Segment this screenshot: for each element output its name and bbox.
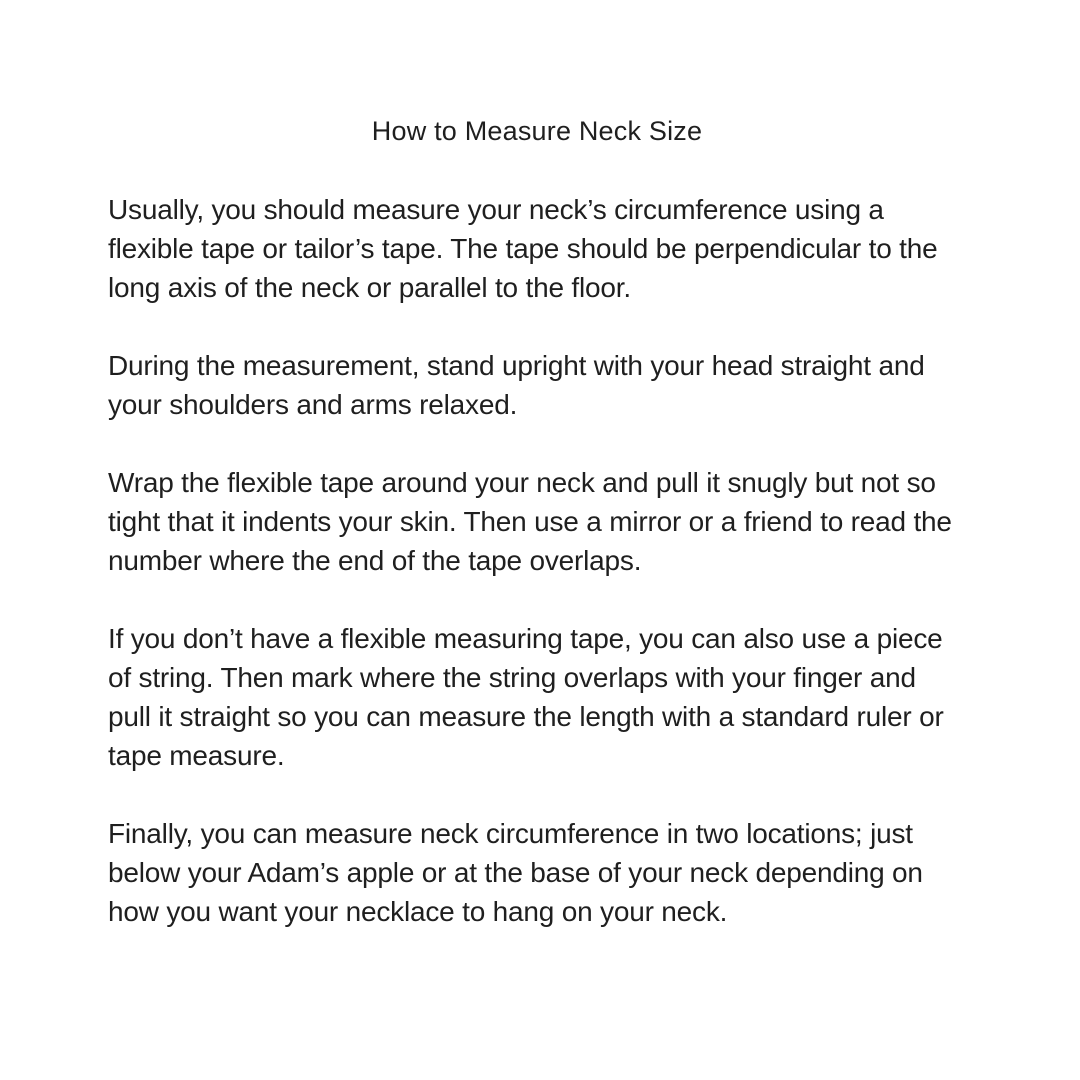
page-title: How to Measure Neck Size (371, 116, 703, 146)
paragraph-string-alternative: If you don’t have a flexible measuring tape, you can also use a piece of string. Then mark where the string overlaps with your finger and pull it straight so you can measure the length with a standard ruler or tape measure. (108, 623, 944, 771)
document-body (108, 190, 966, 931)
paragraph-measure-with-tape: Usually, you should measure your neck’s circumference using a flexible tape or tailor’s tape. The tape should be perpendicular to the long axis of the neck or parallel to the floor. (108, 194, 938, 303)
paragraph-two-locations: Finally, you can measure neck circumference in two locations; just below your Adam’s apple or at the base of your neck depending on how you want your necklace to hang on your neck. (108, 818, 923, 927)
paragraph-wrap-tape: Wrap the flexible tape around your neck and pull it snugly but not so tight that it indents your skin. Then use a mirror or a friend to read the number where the end of the tape overlaps. (108, 467, 952, 576)
paragraph-stand-upright: During the measurement, stand upright with your head straight and your shoulders and arms relaxed. (108, 350, 925, 420)
